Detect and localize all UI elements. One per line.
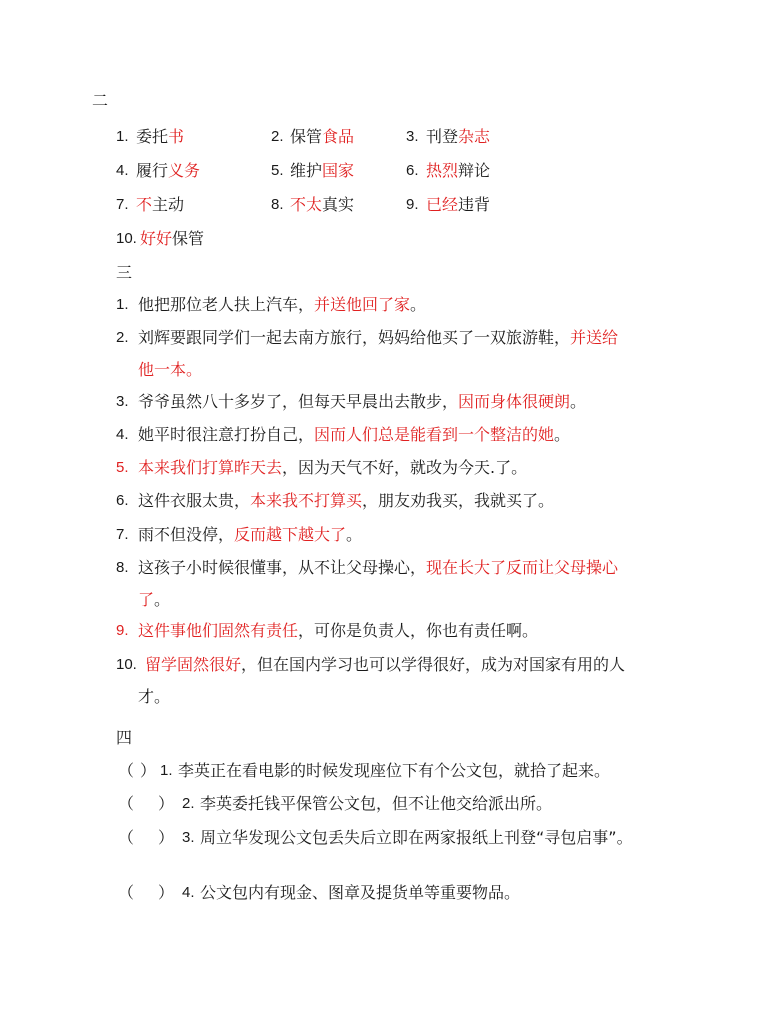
item-number: 2. — [182, 795, 195, 812]
black-text: 保管 — [172, 229, 205, 248]
item-number: 4. — [116, 162, 129, 179]
item-number: 8. — [271, 196, 284, 213]
item-text — [290, 194, 354, 216]
item-number: 5. — [271, 162, 284, 179]
section-4-heading: 四 — [116, 728, 133, 747]
question-text: 公文包内有现金、图章及提货单等重要物品。 — [200, 883, 521, 902]
item-text — [290, 126, 354, 148]
black-text: 主动 — [152, 195, 185, 214]
item-number: 7. — [116, 196, 129, 213]
red-text: 并送他回了家 — [314, 295, 411, 314]
item-text — [138, 557, 618, 579]
item-number: 1. — [116, 128, 129, 145]
question-text: 李英委托钱平保管公文包，但不让他交给派出所。 — [200, 794, 553, 813]
item-text — [138, 391, 586, 413]
item-number: 2. — [116, 329, 129, 346]
black-text: 他把那位老人扶上汽车， — [138, 295, 315, 314]
red-text: 因而人们总是能看到一个整洁的她 — [314, 425, 555, 444]
red-text: 食品 — [322, 127, 355, 146]
item-number: 4. — [116, 426, 129, 443]
black-text: 这孩子小时候很懂事，从不让父母操心， — [138, 558, 427, 577]
item-text — [145, 654, 625, 676]
red-text: 好好 — [140, 229, 173, 248]
item-text — [138, 294, 426, 316]
item-number: 6. — [406, 162, 419, 179]
tail-text: 。 — [410, 295, 427, 314]
answer-paren-close: ） — [158, 883, 175, 902]
black-text: ，但在国内学习也可以学得很好，成为对国家有用的人 — [241, 655, 626, 674]
item-text — [138, 490, 554, 512]
item-number: 7. — [116, 526, 129, 543]
item-text-line-2: 才。 — [138, 687, 171, 706]
black-text: 保管 — [290, 127, 323, 146]
answer-paren-close: ） — [158, 828, 175, 847]
red-text: 国家 — [322, 161, 355, 180]
black-text: ，可你是负责人，你也有责任啊。 — [298, 621, 539, 640]
item-number: 9. — [116, 622, 129, 639]
black-text: 违背 — [458, 195, 491, 214]
red-text: 并送给 — [570, 328, 619, 347]
black-text: 刊登 — [426, 127, 459, 146]
black-text: 履行 — [136, 161, 169, 180]
item-text — [426, 160, 490, 182]
answer-paren-open: （ — [118, 828, 135, 847]
item-number: 5. — [116, 459, 129, 476]
item-number: 2. — [271, 128, 284, 145]
item-number: 8. — [116, 559, 129, 576]
red-text: 本来我们打算昨天去 — [138, 458, 283, 477]
item-text — [426, 194, 490, 216]
red-text: 这件事他们固然有责任 — [138, 621, 299, 640]
item-text — [138, 424, 570, 446]
item-number: 6. — [116, 492, 129, 509]
answer-paren-close: ） — [158, 794, 175, 813]
black-text: 刘辉要跟同学们一起去南方旅行，妈妈给他买了一双旅游鞋， — [138, 328, 571, 347]
black-text: 真实 — [322, 195, 355, 214]
item-number: 3. — [182, 829, 195, 846]
red-text: 本来我不打算买 — [250, 491, 363, 510]
section-2-heading: 二 — [92, 91, 109, 110]
item-text — [426, 126, 490, 148]
red-text: 留学固然很好 — [145, 655, 242, 674]
black-text: 雨不但没停， — [138, 525, 235, 544]
red-text: 义务 — [168, 161, 201, 180]
tail-text: 。 — [554, 425, 571, 444]
red-text: 因而身体很硬朗 — [458, 392, 571, 411]
black-text: 委托 — [136, 127, 169, 146]
red-text: 现在长大了反而让父母操心 — [426, 558, 619, 577]
question-text: 周立华发现公文包丢失后立即在两家报纸上刊登“寻包启事”。 — [200, 828, 633, 847]
item-text — [140, 228, 204, 250]
question-text: 李英正在看电影的时候发现座位下有个公文包，就拾了起来。 — [178, 761, 611, 780]
answer-paren-open: （ — [118, 794, 135, 813]
item-number: 1. — [160, 762, 173, 779]
red-text: 已经 — [426, 195, 459, 214]
item-text — [136, 194, 184, 216]
item-text — [136, 126, 184, 148]
red-text: 热烈 — [426, 161, 459, 180]
item-number: 4. — [182, 884, 195, 901]
item-text-line-2: 他一本。 — [138, 360, 203, 379]
black-text: 辩论 — [458, 161, 491, 180]
item-number: 1. — [116, 296, 129, 313]
section-3-heading: 三 — [116, 263, 133, 282]
answer-paren-close: ） — [140, 761, 157, 780]
item-text — [138, 457, 527, 479]
tail-text: ，朋友劝我买，我就买了。 — [362, 491, 555, 510]
red-text: 不太 — [290, 195, 323, 214]
tail-text: 。 — [154, 590, 171, 609]
item-text — [138, 524, 362, 546]
red-text: 不 — [136, 195, 153, 214]
black-text: 爷爷虽然八十多岁了，但每天早晨出去散步， — [138, 392, 459, 411]
tail-text: 。 — [346, 525, 363, 544]
red-text: 杂志 — [458, 127, 491, 146]
item-number: 3. — [406, 128, 419, 145]
black-text: ，因为天气不好，就改为今天.了。 — [282, 458, 528, 477]
black-text: 这件衣服太贵， — [138, 491, 251, 510]
red-text: 了 — [138, 590, 155, 609]
black-text: 她平时很注意打扮自己， — [138, 425, 315, 444]
item-text — [290, 160, 354, 182]
item-text — [138, 620, 538, 642]
black-text: 维护 — [290, 161, 323, 180]
answer-paren-open: （ — [118, 883, 135, 902]
item-number: 3. — [116, 393, 129, 410]
red-text: 反而越下越大了 — [234, 525, 347, 544]
item-text-line-2 — [138, 589, 170, 611]
item-text — [136, 160, 200, 182]
answer-paren-open: （ — [118, 761, 135, 780]
item-number: 10. — [116, 230, 137, 247]
item-text — [138, 327, 618, 349]
item-number: 10. — [116, 656, 137, 673]
tail-text: 。 — [570, 392, 587, 411]
item-number: 9. — [406, 196, 419, 213]
red-text: 书 — [168, 127, 185, 146]
